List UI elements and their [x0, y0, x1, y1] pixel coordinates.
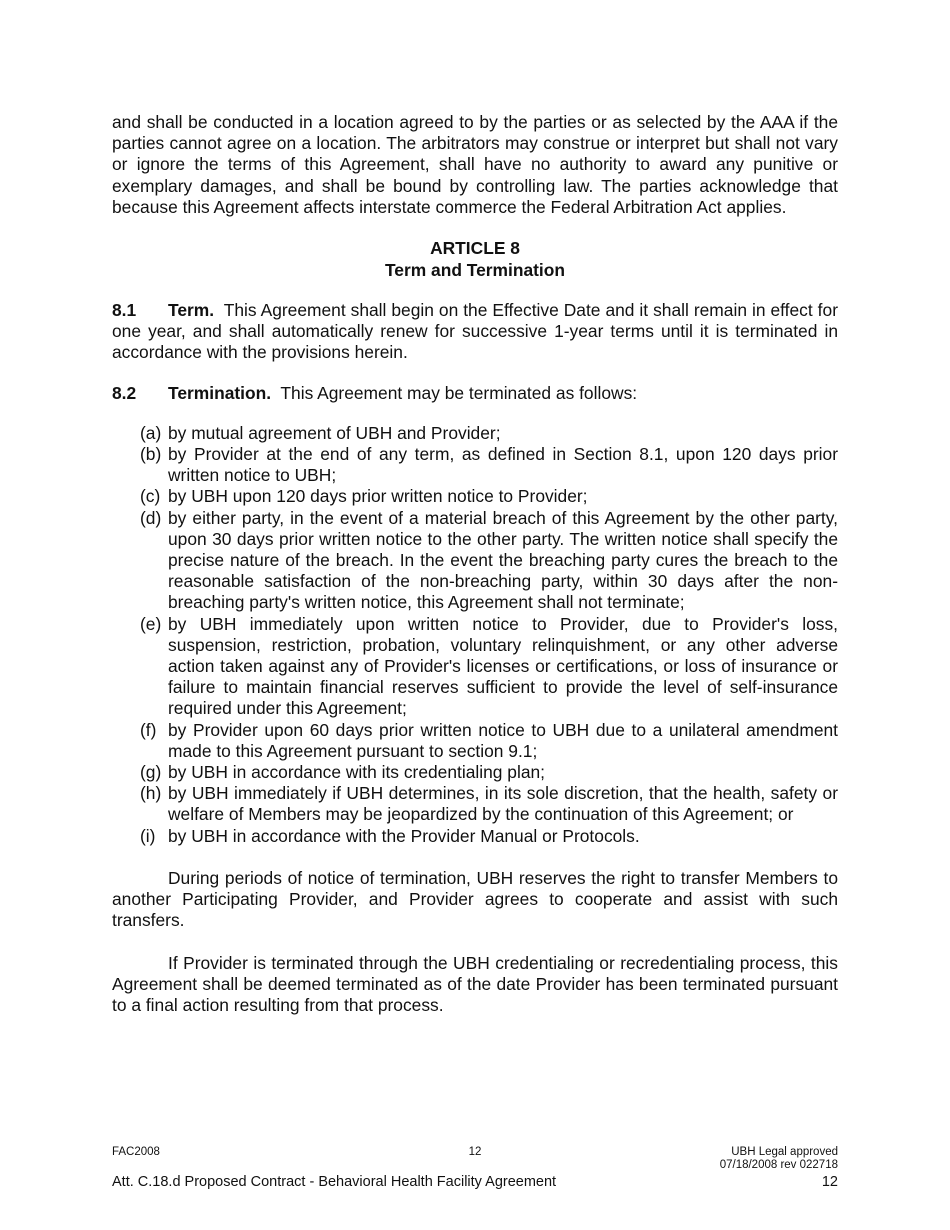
- list-item-text: by Provider upon 60 days prior written notice to UBH due to a unilateral amendment made to this Agreement pursuant to section 9.1;: [168, 719, 838, 761]
- list-item-label: (b): [140, 444, 162, 465]
- list-item: [112, 826, 838, 847]
- page-footer-top: [112, 1146, 838, 1172]
- notice-paragraph: During periods of notice of termination, UBH reserves the right to transfer Members to another Participating Provider, and Provider agrees to cooperate and assist with such transfers.: [112, 867, 838, 931]
- list-item-text: by UBH immediately if UBH determines, in its sole discretion, that the health, safety or welfare of Members may be jeopardized by the continuation of this Agreement; or: [168, 783, 838, 825]
- list-item-text: by Provider at the end of any term, as defined in Section 8.1, upon 120 days prior written notice to UBH;: [168, 444, 838, 486]
- list-item: [112, 423, 838, 444]
- list-item: [112, 783, 838, 825]
- section-8-2: [112, 383, 838, 404]
- list-item-label: (c): [140, 486, 161, 507]
- list-item-label: (g): [140, 762, 162, 783]
- footer-attachment-title: Att. C.18.d Proposed Contract - Behavioral Health Facility Agreement: [112, 1174, 557, 1190]
- footer-page-right: 12: [821, 1174, 838, 1190]
- section-title: Termination.: [168, 382, 272, 403]
- list-item: [112, 614, 838, 720]
- footer-approval-line: UBH Legal approved: [731, 1146, 838, 1158]
- article-heading: [112, 237, 838, 281]
- list-item-text: by UBH in accordance with its credentialing plan;: [168, 762, 545, 783]
- document-body: [112, 112, 838, 1034]
- list-item-label: (h): [140, 783, 162, 804]
- section-text: This Agreement may be terminated as follows:: [280, 382, 638, 403]
- section-text: This Agreement shall begin on the Effective Date and it shall remain in effect for one year, and shall automatically renew for successive 1-year terms until it is terminated in accordance with the provisions herein.: [112, 300, 838, 363]
- list-item: [112, 508, 838, 614]
- list-item-label: (a): [140, 422, 162, 443]
- list-item: [112, 444, 838, 486]
- section-8-1: [112, 300, 838, 364]
- footer-approval-line: 07/18/2008 rev 022718: [719, 1158, 838, 1171]
- list-item-label: (f): [140, 719, 157, 740]
- list-item-text: by either party, in the event of a material breach of this Agreement by the other party, upon 30 days prior written notice to the other party. The written notice shall specify the precise nature of the breach. In the event the breaching party cures the breach to the reasonable satisfaction of the non-breaching party, within 30 days after the non-breaching party's written notice, this Agreement shall not terminate;: [168, 507, 838, 613]
- list-item: [112, 720, 838, 762]
- article-title: Term and Termination: [384, 260, 566, 281]
- section-number: 8.2: [112, 382, 137, 403]
- footer-doc-code: FAC2008: [112, 1146, 160, 1158]
- credentialing-paragraph: If Provider is terminated through the UBH credentialing or recredentialing process, this Agreement shall be deemed terminated as of the date Provider has been terminated pursuant to a final action resulting from that process.: [112, 952, 838, 1015]
- list-item: [112, 486, 838, 507]
- list-item-label: (d): [140, 507, 162, 528]
- continued-paragraph: and shall be conducted in a location agreed to by the parties or as selected by the AAA if the parties cannot agree on a location. The arbitrators may construe or interpret but shall not vary or ignore the terms of this Agreement, shall have no authority to award any punitive or exemplary damages, and shall be bound by controlling law. The parties acknowledge that because this Agreement affects interstate commerce the Federal Arbitration Act applies.: [112, 112, 838, 217]
- list-item-label: (e): [140, 613, 162, 634]
- list-item-text: by mutual agreement of UBH and Provider;: [168, 422, 501, 443]
- list-item-label: (i): [140, 825, 156, 846]
- footer-page-number: 12: [468, 1146, 482, 1158]
- list-item-text: by UBH in accordance with the Provider Manual or Protocols.: [168, 825, 640, 846]
- termination-list: [112, 423, 838, 847]
- section-number: 8.1: [112, 300, 137, 321]
- footer-approval: [720, 1146, 838, 1171]
- list-item: [112, 762, 838, 783]
- list-item-text: by UBH immediately upon written notice to Provider, due to Provider's loss, suspension, restriction, probation, voluntary relinquishment, or any other adverse action taken against any of Provider's licenses or certifications, or loss of insurance or failure to maintain financial reserves sufficient to provide the level of self-insurance required under this Agreement;: [168, 613, 838, 719]
- article-number: ARTICLE 8: [430, 238, 520, 259]
- list-item-text: by UBH upon 120 days prior written notice to Provider;: [168, 486, 588, 507]
- section-title: Term.: [168, 300, 215, 321]
